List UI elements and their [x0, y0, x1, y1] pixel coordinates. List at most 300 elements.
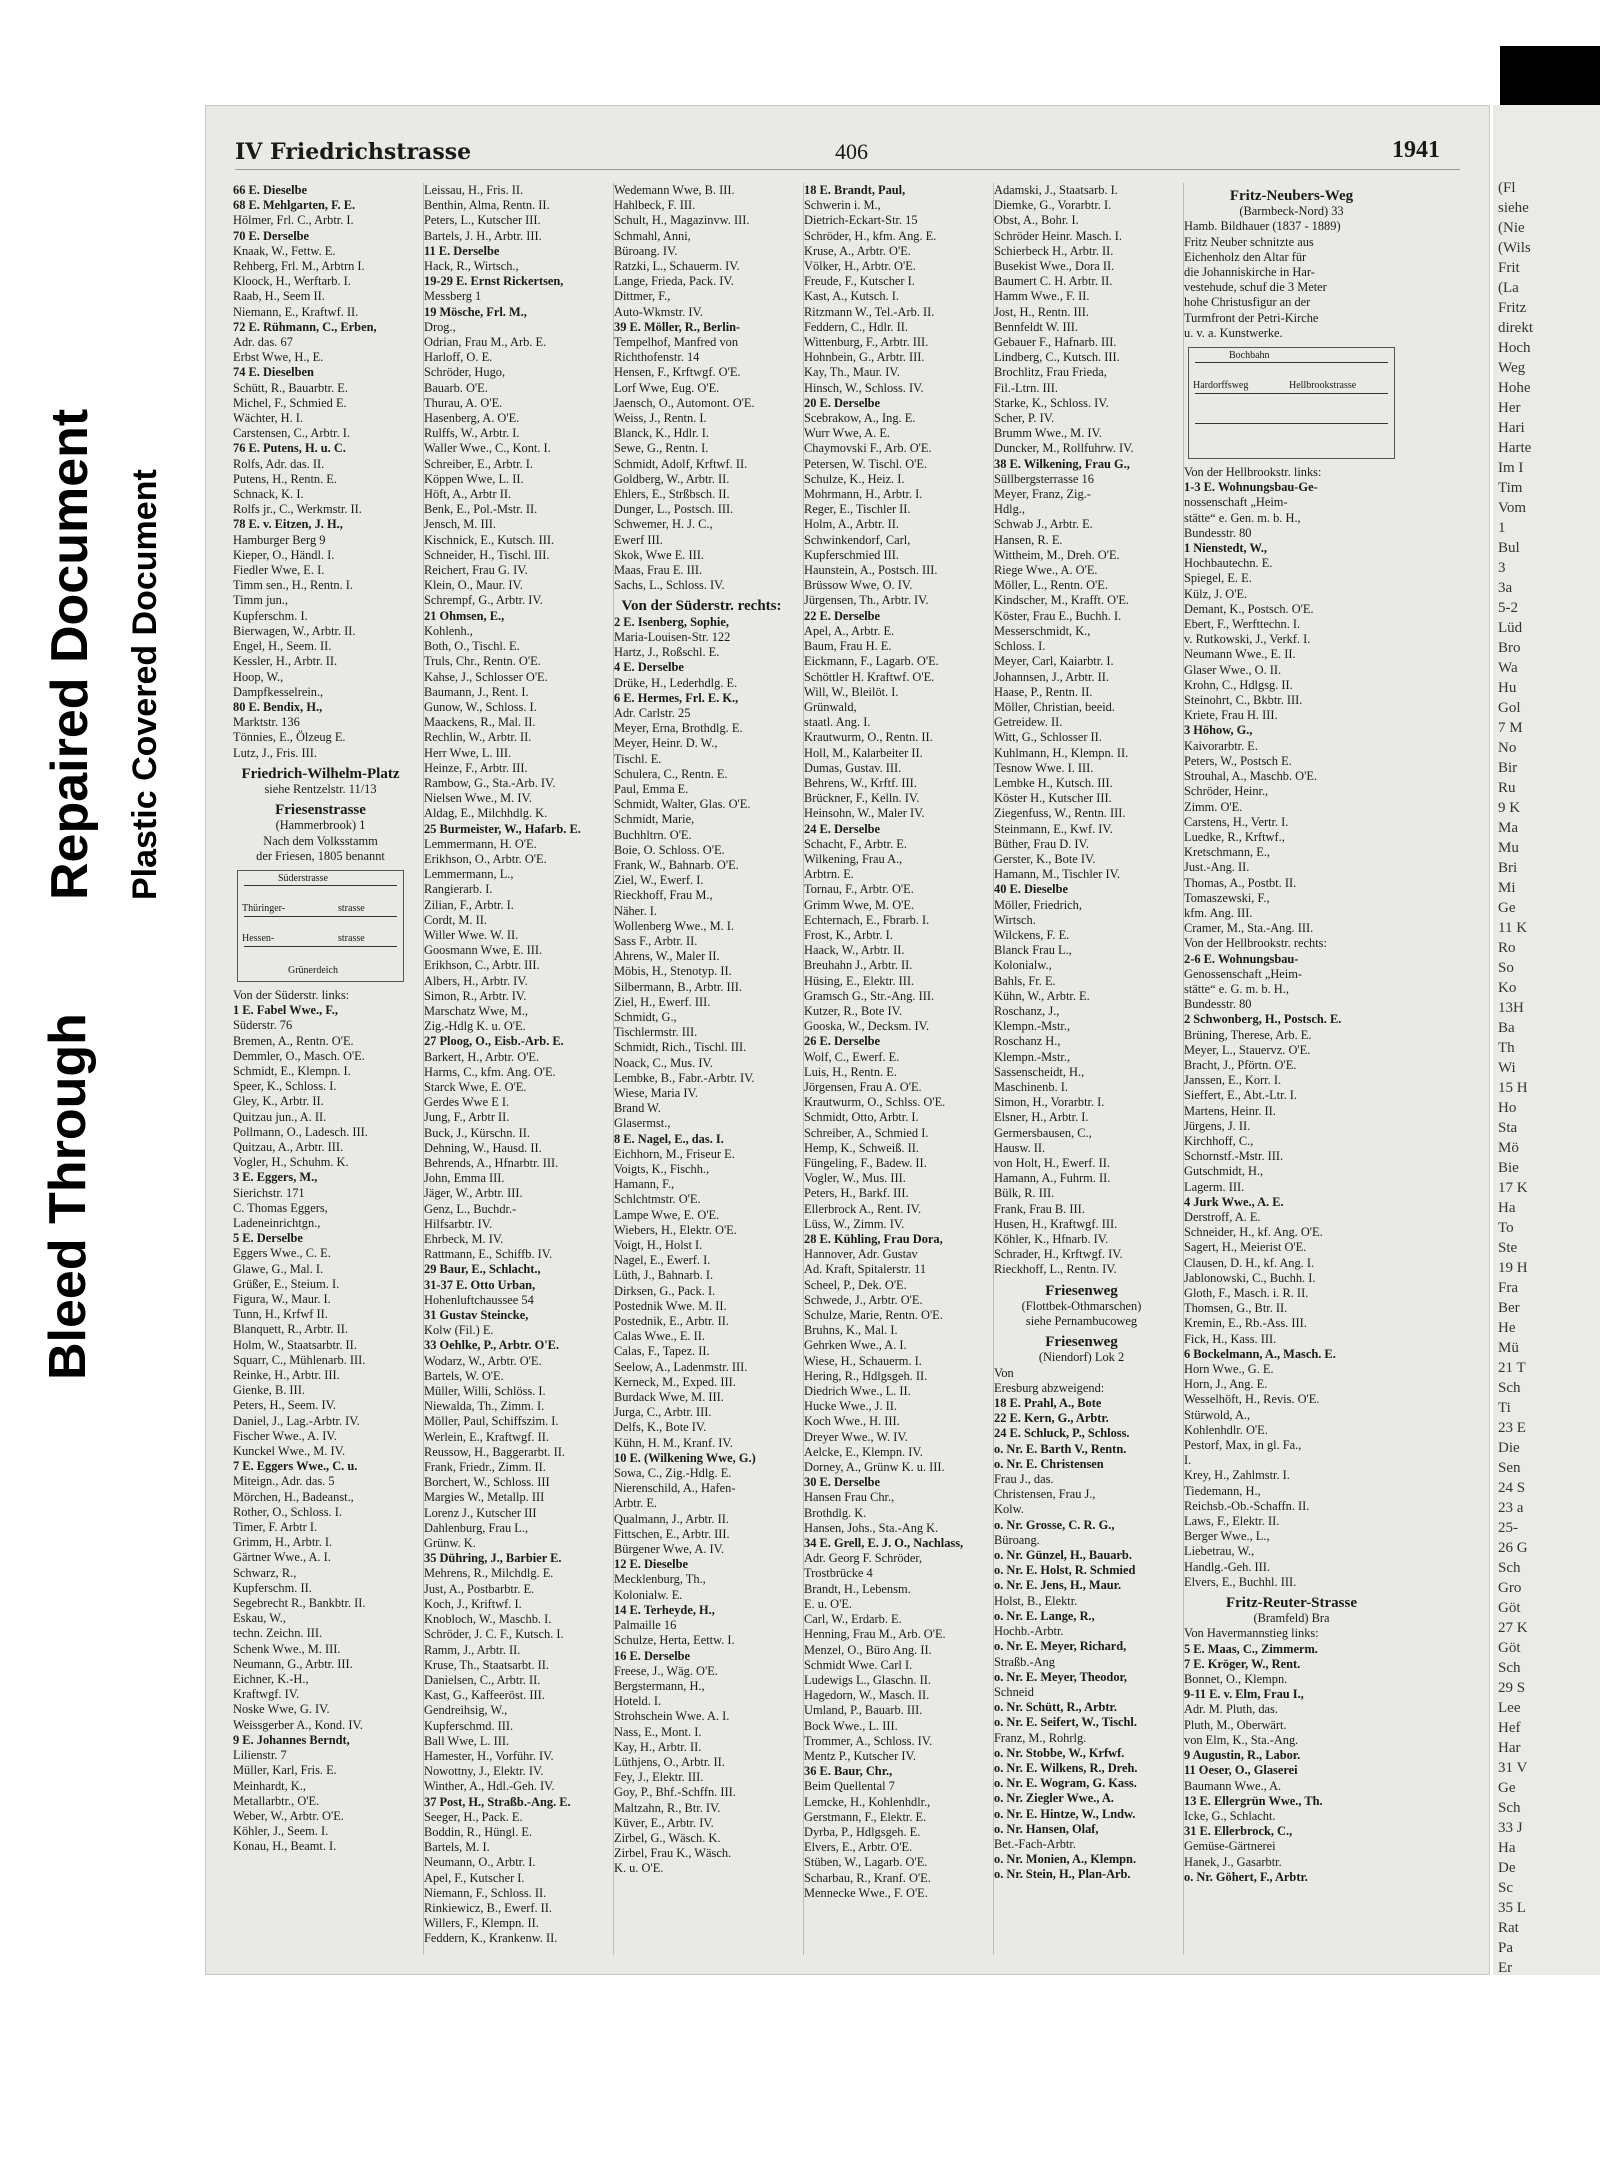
map-label: strasse	[338, 932, 365, 944]
directory-entry: stätte“ e. Gen. m. b. H.,	[1184, 510, 1301, 525]
facing-page-fragment: Ba	[1498, 1020, 1515, 1036]
directory-entry: Gebauer F., Hafnarb. III.	[994, 335, 1117, 350]
directory-entry: 22 E. Kern, G., Arbtr.	[994, 1411, 1109, 1426]
facing-page-fragment: Bro	[1498, 640, 1521, 656]
facing-page-fragment: Ge	[1498, 900, 1516, 916]
directory-entry: Dahlenburg, Frau L.,	[424, 1520, 529, 1535]
directory-entry: Schulze, Marie, Rentn. O'E.	[804, 1308, 943, 1323]
facing-page-fragment: Bri	[1498, 860, 1518, 876]
directory-entry: Paul, Emma E.	[614, 781, 689, 796]
directory-entry: Dreyer Wwe., W. IV.	[804, 1429, 908, 1444]
directory-page	[205, 105, 1490, 1975]
directory-entry: 6 E. Hermes, Frl. E. K.,	[614, 690, 739, 705]
directory-entry: Rieckhoff, Frau M.,	[614, 888, 713, 903]
directory-entry: Zimm. O'E.	[1184, 799, 1243, 814]
directory-entry: 70 E. Derselbe	[233, 228, 310, 243]
directory-entry: Buck, J., Kürschn. II.	[424, 1125, 530, 1140]
directory-entry: Voigt, H., Holst I.	[614, 1238, 703, 1253]
directory-entry: Ratzki, L., Schauerm. IV.	[614, 259, 740, 274]
directory-entry: Wodarz, W., Arbtr. O'E.	[424, 1353, 542, 1368]
directory-entry: Sachs, L., Schloss. IV.	[614, 578, 725, 593]
directory-entry: Eggers Wwe., C. E.	[233, 1246, 331, 1261]
directory-entry: Drüke, H., Lederhdlg. E.	[614, 675, 738, 690]
street-map-diagram	[1188, 347, 1395, 459]
directory-entry: Haase, P., Rentn. II.	[994, 684, 1093, 699]
directory-entry: Odrian, Frau M., Arb. E.	[424, 335, 547, 350]
directory-columns	[233, 183, 1480, 1955]
directory-entry: Ramm, J., Arbtr. II.	[424, 1642, 521, 1657]
directory-entry: Näher. I.	[614, 903, 658, 918]
directory-entry: Simon, H., Vorarbtr. I.	[994, 1095, 1105, 1110]
directory-entry: Sass F., Arbtr. II.	[614, 933, 698, 948]
directory-entry: Duncker, M., Rollfuhrw. IV.	[994, 441, 1134, 456]
directory-entry: Ludewigs L., Glaschn. II.	[804, 1672, 931, 1687]
facing-page-fragment: 29 S	[1498, 1680, 1526, 1696]
directory-entry: Stürwold, A.,	[1184, 1407, 1251, 1422]
directory-entry: Köhler, J., Seem. I.	[233, 1824, 329, 1839]
directory-entry: Gienke, B. III.	[233, 1383, 305, 1398]
directory-entry: 7 E. Eggers Wwe., C. u.	[233, 1459, 358, 1474]
directory-entry: Both, O., Tischl. E.	[424, 639, 520, 654]
directory-entry: Klempn.-Mstr.,	[994, 1049, 1071, 1064]
directory-entry: Kupferschmied III.	[804, 547, 899, 562]
directory-entry: Timm sen., H., Rentn. I.	[233, 578, 354, 593]
directory-entry: Rieckhoff, L., Rentn. IV.	[994, 1262, 1117, 1277]
directory-entry: Lorenz J., Kutscher III	[424, 1505, 537, 1520]
directory-entry: Miteign., Adr. das. 5	[233, 1474, 335, 1489]
directory-entry: Spiegel, E. E.	[1184, 571, 1252, 586]
directory-entry: Werlein, E., Kraftwgf. II.	[424, 1429, 549, 1444]
directory-entry: Jörgensen, Frau A. O'E.	[804, 1079, 922, 1094]
directory-entry: 76 E. Putens, H. u. C.	[233, 441, 346, 456]
directory-entry: Dorney, A., Grünw K. u. III.	[804, 1460, 945, 1475]
directory-entry: Von Havermannstieg links:	[1184, 1626, 1319, 1641]
facing-page-edge	[1493, 105, 1600, 1975]
street-note: Hamb. Bildhauer (1837 - 1889)	[1184, 219, 1341, 234]
directory-entry: Ziegenfuss, W., Rentn. III.	[994, 806, 1126, 821]
directory-entry: 30 E. Derselbe	[804, 1475, 881, 1490]
directory-entry: 39 E. Möller, R., Berlin-	[614, 319, 741, 334]
directory-entry: Lilienstr. 7	[233, 1748, 287, 1763]
street-note: hohe Christusfigur an der	[1184, 295, 1311, 310]
directory-entry: Dietrich-Eckart-Str. 15	[804, 213, 918, 228]
directory-entry: Peters, H., Seem. IV.	[233, 1398, 337, 1413]
directory-entry: Rolfs, Adr. das. II.	[233, 456, 325, 471]
directory-entry: Schwede, J., Arbtr. O'E.	[804, 1292, 923, 1307]
directory-entry: Adamski, J., Staatsarb. I.	[994, 183, 1118, 197]
facing-page-fragment: direkt	[1498, 320, 1533, 336]
directory-entry: Hartz, J., Roßschl. E.	[614, 645, 720, 660]
directory-entry: 3 Höhow, G.,	[1184, 723, 1253, 738]
directory-entry: Meyer, Heinr. D. W.,	[614, 736, 718, 751]
directory-entry: Kruse, A., Arbtr. O'E.	[804, 243, 911, 258]
directory-entry: Scher, P. IV.	[994, 411, 1055, 426]
directory-entry: Rechlin, W., Arbtr. II.	[424, 730, 532, 745]
directory-entry: Schneider, H., kf. Ang. O'E.	[1184, 1225, 1323, 1240]
directory-entry: Rinkiewicz, B., Ewerf. II.	[424, 1900, 552, 1915]
directory-entry: Schornstf.-Mstr. III.	[1184, 1149, 1284, 1164]
directory-entry: Steinmann, E., Kwf. IV.	[994, 821, 1113, 836]
directory-entry: Kay, H., Arbtr. II.	[614, 1739, 702, 1754]
street-heading: Friesenweg	[1045, 1283, 1118, 1299]
directory-entry: Thurau, A. O'E.	[424, 395, 503, 410]
directory-entry: o. Nr. E. Jens, H., Maur.	[994, 1578, 1122, 1593]
directory-entry: Arbtr. E.	[614, 1496, 658, 1511]
map-road-line	[1195, 362, 1388, 363]
directory-entry: Leissau, H., Fris. II.	[424, 183, 524, 197]
directory-entry: o. Nr. E. Meyer, Theodor,	[994, 1669, 1127, 1684]
directory-entry: Zig.-Hdlg K. u. O'E.	[424, 1019, 526, 1034]
directory-entry: Hinsch, W., Schloss. IV.	[804, 380, 924, 395]
directory-entry: Hahlbeck, F. III.	[614, 198, 696, 213]
map-label: Hellbrookstrasse	[1289, 380, 1357, 392]
directory-entry: K. u. O'E.	[614, 1861, 664, 1876]
directory-entry: Ewerf III.	[614, 532, 663, 547]
directory-entry: Schmidt, G.,	[614, 1009, 677, 1024]
facing-page-fragment: Ste	[1498, 1240, 1518, 1256]
directory-entry: Franz, M., Rohrlg.	[994, 1730, 1087, 1745]
directory-entry: Kolonialw.,	[994, 958, 1052, 973]
directory-entry: Sowa, C., Zig.-Hdlg. E.	[614, 1466, 732, 1481]
facing-page-fragment: Weg	[1498, 360, 1526, 376]
directory-entry: Speer, K., Schloss. I.	[233, 1079, 337, 1094]
directory-entry: Horn Wwe., G. E.	[1184, 1362, 1274, 1377]
directory-entry: Berger Wwe., L.,	[1184, 1529, 1270, 1544]
directory-entry: Müller, Willi, Schlöss. I.	[424, 1384, 546, 1399]
directory-entry: Möller, Friedrich,	[994, 897, 1082, 912]
facing-page-fragment: Sch	[1498, 1660, 1521, 1676]
directory-entry: o. Nr. Göhert, F., Arbtr.	[1184, 1869, 1308, 1884]
directory-entry: Riege Wwe., A. O'E.	[994, 563, 1098, 578]
directory-entry: Schwemer, H. J. C.,	[614, 517, 713, 532]
directory-entry: Hasenberg, A. O'E.	[424, 411, 520, 426]
directory-entry: Kutzer, R., Bote IV.	[804, 1003, 903, 1018]
directory-entry: Wiese, H., Schauerm. I.	[804, 1353, 922, 1368]
facing-page-fragment: Gol	[1498, 700, 1521, 716]
facing-page-fragment: Mü	[1498, 1340, 1519, 1356]
directory-entry: Tiedemann, H.,	[1184, 1483, 1261, 1498]
directory-entry: Zilian, F., Arbtr. I.	[424, 897, 514, 912]
directory-entry: Wedemann Wwe, B. III.	[614, 183, 735, 197]
directory-entry: Quitzau jun., A. II.	[233, 1109, 327, 1124]
directory-entry: 40 E. Dieselbe	[994, 882, 1068, 897]
facing-page-fragment: Mö	[1498, 1140, 1519, 1156]
directory-entry: Luedke, R., Krftwf.,	[1184, 829, 1285, 844]
directory-entry: Henning, Frau M., Arb. O'E.	[804, 1627, 946, 1642]
directory-entry: Fischer Wwe., A. IV.	[233, 1428, 337, 1443]
directory-entry: Haunstein, A., Postsch. III.	[804, 563, 938, 578]
directory-entry: Gramsch G., Str.-Ang. III.	[804, 988, 935, 1003]
directory-entry: Hannover, Adr. Gustav	[804, 1247, 918, 1262]
directory-entry: 74 E. Dieselben	[233, 365, 314, 380]
directory-entry: Rangierarb. I.	[424, 882, 493, 897]
directory-entry: stätte“ e. G. m. b. H.,	[1184, 981, 1289, 996]
directory-entry: Schwarz, R.,	[233, 1565, 297, 1580]
directory-entry: Richthofenstr. 14	[614, 350, 700, 365]
directory-entry: Schröder, Hugo,	[424, 365, 506, 380]
directory-entry: 9 E. Johannes Berndt,	[233, 1732, 350, 1747]
directory-entry: 2 E. Isenberg, Sophie,	[614, 614, 729, 629]
directory-entry: Klein, O., Maur. IV.	[424, 578, 523, 593]
directory-entry: Bennfeldt W. III.	[994, 319, 1078, 334]
directory-entry: Schulera, C., Rentn. E.	[614, 766, 728, 781]
street-map-diagram	[237, 870, 404, 982]
street-subheading: (Niendorf) Lok 2	[1038, 1350, 1125, 1365]
facing-page-fragment: Hohe	[1498, 380, 1531, 396]
directory-entry: Timer, F. Arbtr I.	[233, 1520, 318, 1535]
directory-entry: Schulze, K., Heiz. I.	[804, 471, 905, 486]
directory-entry: 4 Jurk Wwe., A. E.	[1184, 1194, 1284, 1209]
directory-entry: 5 E. Derselbe	[233, 1231, 303, 1246]
directory-entry: Delfs, K., Bote IV.	[614, 1420, 707, 1435]
directory-entry: Grünwald,	[804, 699, 857, 714]
directory-entry: Blanquett, R., Arbtr. II.	[233, 1322, 348, 1337]
directory-entry: Köster, Frau E., Buchh. I.	[994, 608, 1122, 623]
map-label: Süderstrasse	[278, 872, 328, 884]
directory-entry: Niemann, F., Schloss. II.	[424, 1885, 547, 1900]
directory-entry: Liebetrau, W.,	[1184, 1544, 1255, 1559]
directory-entry: Eskau, W.,	[233, 1611, 287, 1626]
directory-entry: Brückner, F., Kelln. IV.	[804, 791, 920, 806]
directory-entry: Schmidt, Otto, Arbtr. I.	[804, 1110, 919, 1125]
directory-entry: Kieper, O., Händl. I.	[233, 547, 335, 562]
facing-page-fragment: (Nie	[1498, 220, 1525, 236]
directory-entry: Jürgens, J. II.	[1184, 1118, 1251, 1133]
directory-entry: Bruhns, K., Mal. I.	[804, 1323, 898, 1338]
directory-entry: o. Nr. Stobbe, W., Krfwf.	[994, 1745, 1125, 1760]
facing-page-fragment: Lee	[1498, 1700, 1521, 1716]
directory-entry: Kupferschm. II.	[233, 1580, 312, 1595]
directory-entry: Schröder, J. C. F., Kutsch. I.	[424, 1627, 564, 1642]
directory-entry: Schröder, Heinr.,	[1184, 784, 1269, 799]
directory-entry: Frank, Friedr., Zimm. II.	[424, 1460, 546, 1475]
directory-entry: 22 E. Derselbe	[804, 608, 881, 623]
directory-entry: Wesselhöft, H., Revis. O'E.	[1184, 1392, 1320, 1407]
directory-entry: Laws, F., Elektr. II.	[1184, 1514, 1280, 1529]
facing-page-fragment: Sch	[1498, 1800, 1521, 1816]
directory-entry: Hilfsarbtr. IV.	[424, 1216, 493, 1231]
directory-entry: Tönnies, E., Ölzeug E.	[233, 730, 346, 745]
directory-entry: o. Nr. E. Barth V., Rentn.	[994, 1441, 1127, 1456]
directory-entry: Waller Wwe., C., Kont. I.	[424, 441, 551, 456]
directory-entry: Brüssow Wwe, O. IV.	[804, 578, 913, 593]
directory-entry: Rulffs, W., Arbtr. I.	[424, 426, 520, 441]
street-heading: Von der Süderstr. rechts:	[621, 599, 782, 615]
facing-page-fragment: 5-2	[1498, 600, 1518, 616]
directory-entry: Schlchtmstr. O'E.	[614, 1192, 701, 1207]
directory-entry: Bahls, Fr. E.	[994, 973, 1056, 988]
directory-entry: Tempelhof, Manfred von	[614, 335, 739, 350]
directory-entry: Simon, R., Arbtr. IV.	[424, 988, 527, 1003]
map-label: Bochbahn	[1229, 350, 1270, 362]
street-note: Nach dem Volksstamm	[263, 833, 378, 848]
directory-entry: Maackens, R., Mal. II.	[424, 715, 536, 730]
directory-entry: Barkert, H., Arbtr. O'E.	[424, 1049, 540, 1064]
directory-entry: Benthin, Alma, Rentn. II.	[424, 198, 550, 213]
facing-page-fragment: 21 T	[1498, 1360, 1526, 1376]
scan-top-margin	[0, 0, 1600, 46]
directory-entry: Rattmann, E., Schiffb. IV.	[424, 1247, 553, 1262]
directory-entry: Kühn, H. M., Kranf. IV.	[614, 1435, 733, 1450]
facing-page-fragment: Mu	[1498, 840, 1519, 856]
directory-entry: 14 E. Terheyde, H.,	[614, 1602, 715, 1617]
directory-entry: Ball Wwe, L. III.	[424, 1733, 510, 1748]
directory-entry: Kessler, H., Arbtr. II.	[233, 654, 338, 669]
directory-entry: techn. Zeichn. III.	[233, 1626, 323, 1641]
directory-entry: Feddern, K., Krankenw. II.	[424, 1931, 558, 1946]
directory-entry: o. Nr. E. Hintze, W., Lndw.	[994, 1806, 1136, 1821]
directory-entry: Schierbeck H., Arbtr. II.	[994, 243, 1114, 258]
street-heading: Friesenstrasse	[275, 803, 366, 819]
directory-entry: Kunckel Wwe., M. IV.	[233, 1444, 346, 1459]
directory-entry: Gooska, W., Decksm. IV.	[804, 1019, 930, 1034]
directory-entry: Wiebers, H., Elektr. O'E.	[614, 1222, 737, 1237]
directory-entry: E. u. O'E.	[804, 1596, 853, 1611]
document-condition-labels	[30, 390, 180, 1390]
directory-entry: Timm jun.,	[233, 593, 288, 608]
directory-entry: Breuhahn J., Arbtr. II.	[804, 958, 913, 973]
directory-entry: Marktstr. 136	[233, 715, 300, 730]
directory-entry: Adr. Georg F. Schröder,	[804, 1551, 923, 1566]
directory-entry: Baumann Wwe., A.	[1184, 1778, 1282, 1793]
directory-entry: Adr. Carlstr. 25	[614, 705, 691, 720]
directory-entry: Brumm Wwe., M. IV.	[994, 426, 1102, 441]
facing-page-fragment: Göt	[1498, 1640, 1521, 1656]
directory-entry: Dunger, L., Postsch. III.	[614, 502, 734, 517]
facing-page-fragment: Ko	[1498, 980, 1517, 996]
directory-entry: Skok, Wwe E. III.	[614, 547, 704, 562]
directory-entry: Behrends, A., Hfnarbtr. III.	[424, 1156, 559, 1170]
facing-page-fragment: Pa	[1498, 1940, 1513, 1956]
directory-entry: Quitzau, A., Arbtr. III.	[233, 1139, 344, 1154]
directory-entry: Cordt, M. II.	[424, 912, 487, 927]
directory-entry: Schmidt, E., Klempn. I.	[233, 1063, 351, 1078]
directory-entry: Umland, P., Bauarb. III.	[804, 1703, 923, 1718]
directory-entry: Hamm Wwe., F. II.	[994, 289, 1090, 304]
directory-entry: Diedrich Wwe., L. II.	[804, 1384, 911, 1399]
directory-entry: Kuhlmann, H., Klempn. II.	[994, 745, 1129, 760]
directory-entry: Köster H., Kutscher III.	[994, 791, 1112, 806]
directory-entry: Truls, Chr., Rentn. O'E.	[424, 654, 541, 669]
directory-entry: Fiedler Wwe, E. I.	[233, 563, 325, 578]
directory-entry: Schwinkendorf, Carl,	[804, 532, 911, 547]
facing-page-fragment: 17 K	[1498, 1180, 1528, 1196]
directory-entry: Cramer, M., Sta.-Ang. III.	[1184, 921, 1314, 936]
facing-page-fragment: Fritz	[1498, 300, 1527, 316]
directory-entry: Burdack Wwe, M. III.	[614, 1390, 724, 1405]
directory-entry: I.	[1184, 1453, 1192, 1468]
directory-entry: Bundesstr. 80	[1184, 525, 1252, 540]
directory-entry: Niemann, E., Kraftwf. II.	[233, 304, 359, 319]
directory-entry: Rother, O., Schloss. I.	[233, 1504, 342, 1519]
scan-bottom-margin	[0, 2050, 1600, 2177]
directory-entry: Blanck, K., Hdlr. I.	[614, 426, 709, 441]
facing-page-fragment: Sta	[1498, 1120, 1518, 1136]
directory-entry: Schneid	[994, 1684, 1034, 1699]
directory-entry: Schreiber, E., Arbtr. I.	[424, 456, 533, 471]
directory-entry: Holm, A., Arbtr. II.	[804, 517, 899, 532]
directory-entry: Chaymovski F., Arb. O'E.	[804, 441, 932, 456]
facing-page-fragment: Lüd	[1498, 620, 1523, 636]
facing-page-fragment: Sc	[1498, 1880, 1513, 1896]
directory-entry: Figura, W., Maur. I.	[233, 1292, 331, 1306]
directory-entry: Wilkening, Frau A.,	[804, 851, 903, 866]
directory-entry: 37 Post, H., Straßb.-Ang. E.	[424, 1794, 571, 1809]
directory-entry: Hdlg.,	[994, 502, 1025, 517]
directory-entry: Holm, W., Staatsarbtr. II.	[233, 1337, 357, 1352]
directory-entry: Schulze, Herta, Eettw. I.	[614, 1633, 735, 1648]
directory-entry: Hansen, Johs., Sta.-Ang K.	[804, 1520, 939, 1535]
directory-entry: Maltzahn, R., Btr. IV.	[614, 1800, 721, 1815]
directory-entry: Kupferschmd. III.	[424, 1718, 514, 1733]
directory-entry: Eichhorn, M., Friseur E.	[614, 1146, 735, 1161]
directory-entry: 10 E. (Wilkening Wwe, G.)	[614, 1450, 756, 1465]
directory-entry: Wirtsch.	[994, 912, 1036, 927]
street-note: Fritz Neuber schnitzte aus	[1184, 234, 1314, 249]
directory-entry: Noack, C., Mus. IV.	[614, 1055, 713, 1070]
facing-page-fragment: Tim	[1498, 480, 1523, 496]
directory-entry: 29 Baur, E., Schlacht.,	[424, 1262, 541, 1277]
directory-entry: Ziel, H., Ewerf. III.	[614, 994, 711, 1009]
facing-page-fragment: 3	[1498, 560, 1506, 576]
directory-entry: 11 Oeser, O., Glaserei	[1184, 1763, 1298, 1778]
street-note: der Friesen, 1805 benannt	[256, 848, 385, 863]
directory-entry: Lindberg, C., Kutsch. III.	[994, 350, 1120, 365]
directory-entry: Scheel, P., Dek. O'E.	[804, 1277, 907, 1292]
directory-entry: Husen, H., Kraftwgf. III.	[994, 1216, 1118, 1231]
directory-entry: Ad. Kraft, Spitalerstr. 11	[804, 1262, 927, 1277]
directory-entry: Völker, H., Arbtr. O'E.	[804, 259, 916, 274]
directory-entry: Hack, R., Wirtsch.,	[424, 259, 519, 274]
directory-entry: Hölmer, Frl. C., Arbtr. I.	[233, 213, 354, 228]
directory-entry: Boie, O. Schloss. O'E.	[614, 842, 725, 857]
directory-entry: Müller, Karl, Fris. E.	[233, 1763, 337, 1778]
directory-entry: Hamester, H., Vorführ. IV.	[424, 1748, 554, 1763]
directory-entry: Freude, F., Kutscher I.	[804, 274, 915, 289]
directory-entry: Erikhson, O., Arbtr. O'E.	[424, 851, 547, 866]
directory-entry: 31 E. Ellerbrock, C.,	[1184, 1824, 1293, 1839]
directory-entry: 4 E. Derselbe	[614, 660, 684, 675]
directory-entry: Steinohrt, C., Bkbtr. III.	[1184, 693, 1303, 708]
directory-entry: Demant, K., Postsch. O'E.	[1184, 601, 1314, 616]
directory-entry: Kolonialw. E.	[614, 1587, 683, 1602]
directory-entry: Erikhson, C., Arbtr. III.	[424, 958, 540, 973]
directory-entry: Winther, A., Hdl.-Geh. IV.	[424, 1779, 555, 1794]
directory-entry: Carstens, H., Vertr. I.	[1184, 814, 1289, 829]
directory-entry: Jürgensen, Th., Arbtr. IV.	[804, 593, 929, 608]
directory-entry: 27 Ploog, O., Eisb.-Arb. E.	[424, 1034, 564, 1049]
directory-entry: o. Nr. Stein, H., Plan-Arb.	[994, 1867, 1131, 1882]
facing-page-fragment: 13H	[1498, 1000, 1524, 1016]
directory-entry: 12 E. Dieselbe	[614, 1557, 688, 1572]
directory-entry: Roschanz H.,	[994, 1034, 1061, 1049]
directory-entry: Holst, B., Elektr.	[994, 1593, 1078, 1608]
directory-entry: Wollenberg Wwe., M. I.	[614, 918, 735, 933]
directory-entry: Mehrens, R., Milchdlg. E.	[424, 1566, 554, 1581]
directory-entry: Schloss. I.	[994, 639, 1046, 654]
directory-entry: Erbst Wwe, H., E.	[233, 350, 324, 365]
directory-entry: o. Nr. Ziegler Wwe., A.	[994, 1791, 1114, 1806]
directory-entry: Menzel, O., Büro Ang. II.	[804, 1642, 932, 1657]
directory-entry: Lembke H., Kutsch. III.	[994, 775, 1113, 790]
facing-page-fragment: Hu	[1498, 680, 1517, 696]
directory-entry: Kruse, Th., Staatsarbt. II.	[424, 1657, 550, 1672]
directory-entry: Hohenluftchaussee 54	[424, 1292, 534, 1307]
directory-entry: Noske Wwe, G. IV.	[233, 1702, 330, 1717]
directory-entry: Sieffert, E., Abt.-Ltr. I.	[1184, 1088, 1297, 1103]
directory-entry: Brothdlg. K.	[804, 1505, 867, 1520]
directory-entry: Adr. M. Pluth, das.	[1184, 1702, 1278, 1717]
